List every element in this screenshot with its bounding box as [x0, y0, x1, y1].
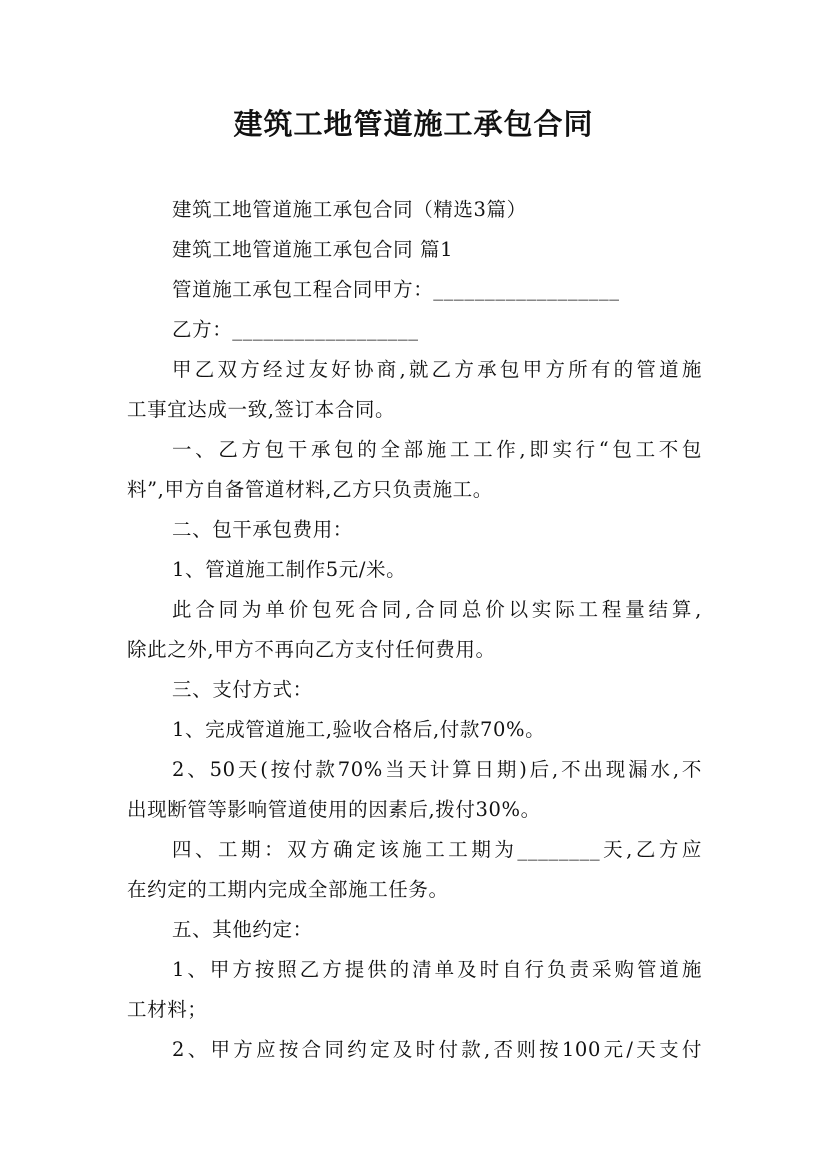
clause-heading: 二、包干承包费用：	[172, 518, 353, 541]
paragraph-line: 除此之外,甲方不再向乙方支付任何费用。	[127, 638, 496, 661]
paragraph-line: 1、管道施工制作5元/米。	[172, 558, 407, 581]
paragraph-line: 一、乙方包干承包的全部施工工作,即实行“包工不包	[172, 438, 702, 461]
party-a-line: 管道施工承包工程合同甲方：__________________	[172, 278, 620, 301]
document-title: 建筑工地管道施工承包合同	[233, 107, 594, 141]
paragraph-line: 出现断管等影响管道使用的因素后,拨付30%。	[127, 798, 541, 821]
paragraph-line: 工事宜达成一致,签订本合同。	[127, 398, 396, 421]
clause-heading: 三、支付方式：	[172, 678, 313, 701]
clause-heading: 五、其他约定：	[172, 918, 313, 941]
paragraph-line: 工材料；	[127, 998, 208, 1021]
paragraph-line: 2、甲方应按合同约定及时付款,否则按100元/天支付	[172, 1038, 702, 1061]
paragraph-line: 此合同为单价包死合同,合同总价以实际工程量结算,	[172, 598, 702, 621]
paragraph-line: 1、完成管道施工,验收合格后,付款70%。	[172, 718, 546, 741]
paragraph-line: 甲乙双方经过友好协商,就乙方承包甲方所有的管道施	[172, 358, 702, 381]
subtitle-line: 建筑工地管道施工承包合同（精选3篇）	[172, 198, 527, 221]
paragraph-line: 2、50天(按付款70%当天计算日期)后,不出现漏水,不	[172, 758, 702, 781]
paragraph-line: 料”,甲方自备管道材料,乙方只负责施工。	[127, 478, 493, 501]
paragraph-line: 四、工期：双方确定该施工工期为________天,乙方应	[172, 838, 702, 861]
paragraph-line: 在约定的工期内完成全部施工任务。	[127, 878, 449, 901]
paragraph-line: 1、甲方按照乙方提供的清单及时自行负责采购管道施	[172, 958, 702, 981]
party-b-line: 乙方：__________________	[172, 318, 419, 341]
section-heading: 建筑工地管道施工承包合同 篇1	[172, 238, 454, 261]
